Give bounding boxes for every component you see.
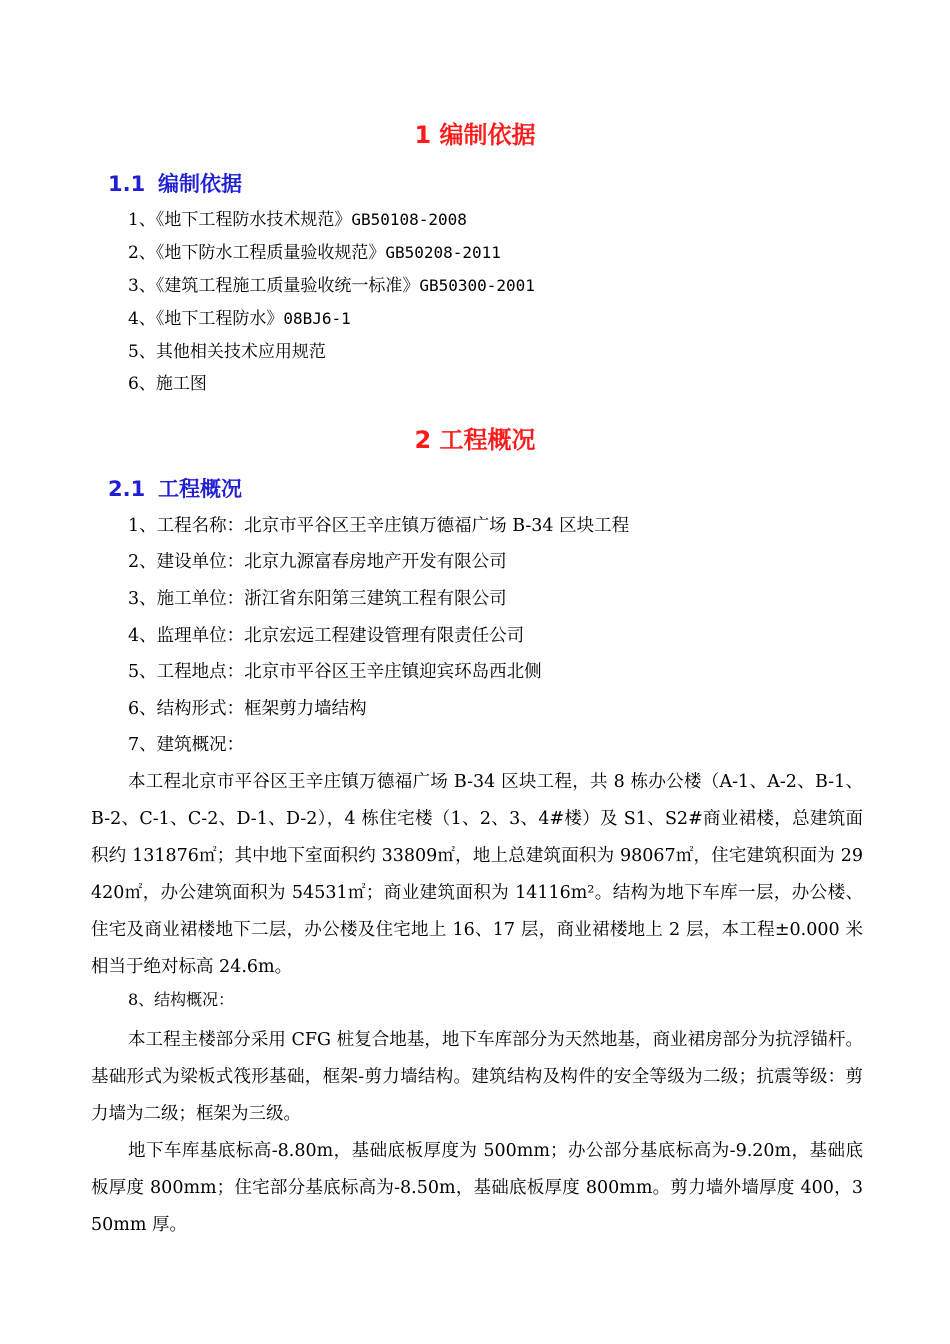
section-2-1-number: 2.1 [108, 477, 146, 501]
section-2-1-heading [108, 475, 242, 503]
section-1-1-title: 编制依据 [158, 172, 242, 196]
reference-item [128, 241, 501, 265]
structure-paragraph-1: 本工程主楼部分采用 CFG 桩复合地基，地下车库部分为天然地基，商业裙房部分为抗浮锚杆。基础形式为梁板式筏形基础，框架-剪力墙结构。建筑结构及构件的安全等级为二级；抗震等级：剪力墙为二级；框架为三级。 [91, 1030, 863, 1124]
section-2-1-title: 工程概况 [158, 477, 242, 501]
project-info-item: 5、工程地点：北京市平谷区王辛庄镇迎宾环岛西北侧 [128, 662, 542, 682]
reference-code: GB50208-2011 [385, 243, 501, 262]
project-info-item: 6、结构形式：框架剪力墙结构 [128, 699, 367, 719]
reference-item [128, 208, 467, 232]
project-info-item: 1、工程名称：北京市平谷区王辛庄镇万德福广场 B-34 区块工程 [128, 516, 630, 536]
project-info-item: 7、建筑概况： [128, 735, 245, 755]
reference-title: 6、施工图 [128, 374, 207, 394]
reference-item [128, 307, 351, 331]
reference-code: GB50108-2008 [351, 210, 467, 229]
project-info-item: 2、建设单位：北京九源富春房地产开发有限公司 [128, 552, 507, 572]
building-overview-paragraph: 本工程北京市平谷区王辛庄镇万德福广场 B-34 区块工程，共 8 栋办公楼（A-1、A-2、B-1、B-2、C-1、C-2、D-1、D-2），4 栋住宅楼（1、2、3、4#楼）及 S1、S2#商业裙楼，总建筑面积约 131876㎡；其中地下室面积约 33809㎡，地上总建筑面积为 98067㎡，住宅建筑积面为 29420㎡，办公建筑面积为 54531㎡；商业建筑面积为 14116m²。结构为地下车库一层，办公楼、住宅及商业裙楼地下二层，办公楼及住宅地上 16、17 层，商业裙楼地上 2 层，本工程±0.000 米相当于绝对标高 24.6m。 [91, 772, 863, 977]
section-1-1-number: 1.1 [108, 172, 146, 196]
section-1-1-heading [108, 170, 242, 198]
reference-item [128, 274, 535, 298]
reference-title: 4、《地下工程防水》 [128, 309, 284, 329]
reference-item [128, 372, 207, 396]
structure-overview-label: 8、结构概况： [128, 990, 235, 1009]
project-info-item: 4、监理单位：北京宏远工程建设管理有限责任公司 [128, 626, 525, 646]
structure-paragraph-2: 地下车库基底标高-8.80m，基础底板厚度为 500mm；办公部分基底标高为-9.20m，基础底板厚度 800mm；住宅部分基底标高为-8.50m，基础底板厚度 800mm。剪力墙外墙厚度 400，350mm 厚。 [91, 1141, 863, 1235]
reference-title: 1、《地下工程防水技术规范》 [128, 210, 352, 230]
reference-title: 2、《地下防水工程质量验收规范》 [128, 243, 386, 263]
section-1-title: 1 编制依据 [414, 121, 536, 149]
project-info-item: 3、施工单位：浙江省东阳第三建筑工程有限公司 [128, 589, 507, 609]
reference-code: 08BJ6-1 [283, 309, 351, 328]
section-2-title: 2 工程概况 [414, 426, 536, 454]
reference-item [128, 340, 326, 364]
reference-title: 3、《建筑工程施工质量验收统一标准》 [128, 276, 420, 296]
reference-code: GB50300-2001 [419, 276, 535, 295]
reference-title: 5、其他相关技术应用规范 [128, 342, 326, 362]
